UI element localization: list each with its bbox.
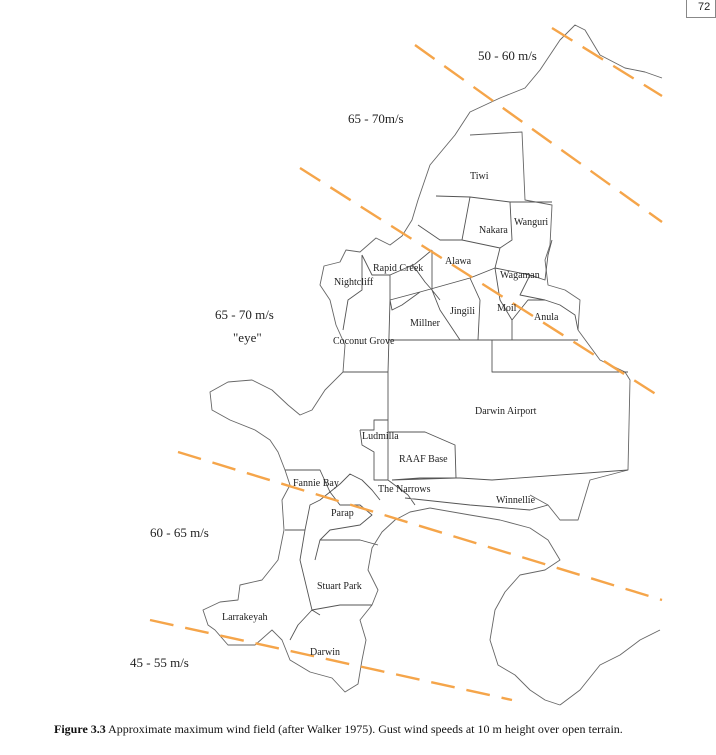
figure-label: Figure 3.3 bbox=[54, 722, 106, 736]
suburb-label-moil: Moil bbox=[497, 303, 517, 314]
suburb-label-rapid-creek: Rapid Creek bbox=[373, 263, 424, 274]
suburb-label-parap: Parap bbox=[331, 508, 354, 519]
figure-caption bbox=[54, 721, 666, 737]
suburb-label-darwin: Darwin bbox=[310, 647, 340, 658]
coastline bbox=[203, 25, 662, 692]
wind-speed-label: 45 - 55 m/s bbox=[130, 655, 189, 670]
suburb-label-coconut-grove: Coconut Grove bbox=[333, 336, 395, 347]
wind-speed-label: 50 - 60 m/s bbox=[478, 48, 537, 63]
page-number: 72 bbox=[698, 1, 711, 13]
suburb-label-nakara: Nakara bbox=[479, 225, 508, 236]
suburb-label-anula: Anula bbox=[534, 312, 559, 323]
suburb-label-fannie-bay: Fannie Bay bbox=[293, 478, 339, 489]
suburb-label-jingili: Jingili bbox=[450, 306, 476, 317]
suburb-label-millner: Millner bbox=[410, 318, 440, 329]
suburb-label-winnellie: Winnellie bbox=[496, 495, 536, 506]
suburb-label-wagaman: Wagaman bbox=[500, 270, 540, 281]
wind-speed-label: 60 - 65 m/s bbox=[150, 525, 209, 540]
eye-label: "eye" bbox=[233, 330, 262, 345]
harbour-shore bbox=[430, 508, 560, 705]
suburb-label-alawa: Alawa bbox=[445, 256, 472, 267]
wind-speed-label: 65 - 70 m/s bbox=[215, 307, 274, 322]
suburb-label-wanguri: Wanguri bbox=[514, 217, 549, 228]
suburb-label-stuart-park: Stuart Park bbox=[317, 581, 362, 592]
suburb-label-larrakeyah: Larrakeyah bbox=[222, 612, 268, 623]
suburb-label-the-narrows: The Narrows bbox=[378, 484, 431, 495]
isotach-line bbox=[552, 28, 662, 96]
figure-caption-text: Approximate maximum wind field (after Walker 1975). Gust wind speeds at 10 m height over open terrain. bbox=[108, 722, 623, 736]
suburb-label-nightcliff: Nightcliff bbox=[334, 277, 374, 288]
isotach-line bbox=[150, 620, 512, 700]
east-arm-shore bbox=[560, 630, 660, 705]
suburb-label-darwin-airport: Darwin Airport bbox=[475, 406, 537, 417]
suburb-label-ludmilla: Ludmilla bbox=[362, 431, 399, 442]
isotach-line bbox=[178, 452, 662, 600]
suburb-label-raaf-base: RAAF Base bbox=[399, 454, 448, 465]
wind-speed-label: 65 - 70m/s bbox=[348, 111, 404, 126]
suburb-label-tiwi: Tiwi bbox=[470, 171, 489, 182]
